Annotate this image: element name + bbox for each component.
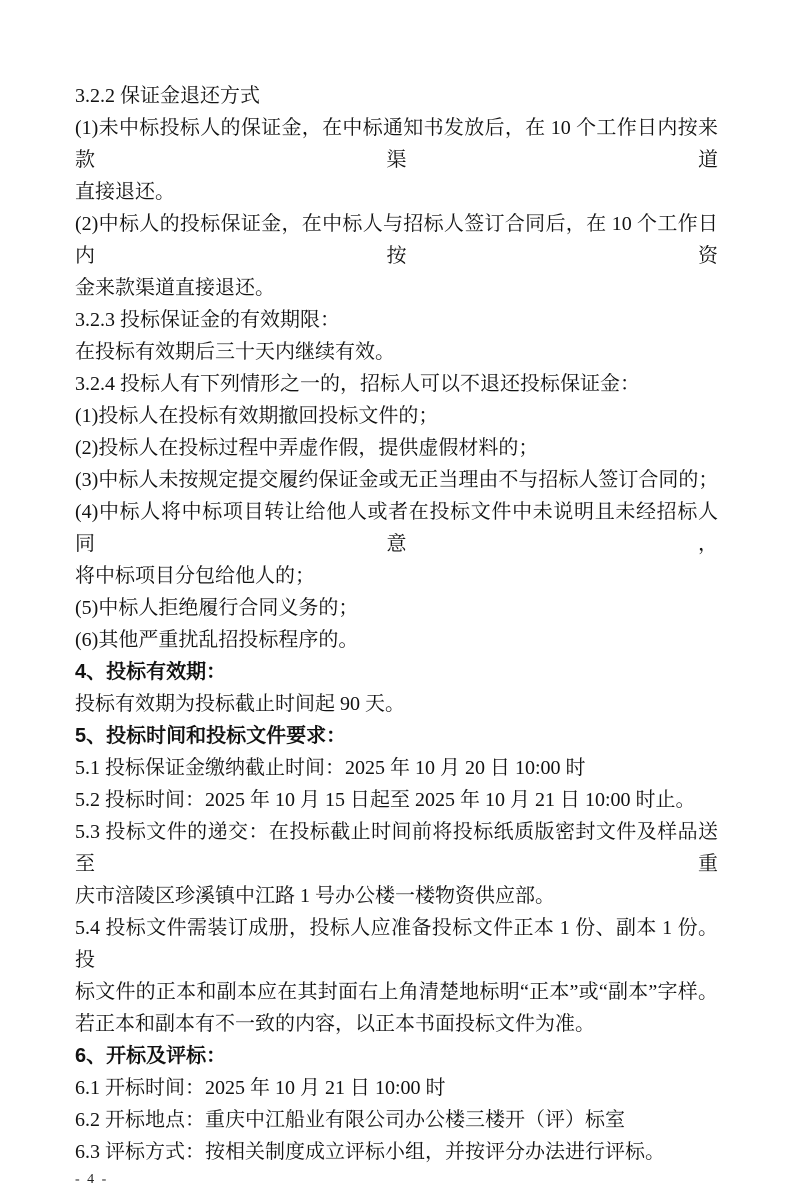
section-4-body: 投标有效期为投标截止时间起 90 天。 xyxy=(75,693,405,715)
clause-3-2-4-item5: (5)中标人拒绝履行合同义务的； xyxy=(75,597,359,619)
clause-3-2-4-item3: (3)中标人未按规定提交履约保证金或无正当理由不与招标人签订合同的； xyxy=(75,469,719,491)
clause-3-2-4-item1: (1)投标人在投标有效期撤回投标文件的； xyxy=(75,405,439,427)
section-4-heading: 4、投标有效期： xyxy=(75,661,227,683)
clause-3-2-4-item4-line1: (4)中标人将中标项目转让给他人或者在投标文件中未说明且未经招标人同意， xyxy=(75,501,718,555)
clause-5-2: 5.2 投标时间：2025 年 10 月 15 日起至 2025 年 10 月 21 日 10:00 时止。 xyxy=(75,789,696,811)
clause-5-4-line1: 5.4 投标文件需装订成册，投标人应准备投标文件正本 1 份、副本 1 份。投 xyxy=(75,917,718,971)
clause-5-4-line3: 若正本和副本有不一致的内容，以正本书面投标文件为准。 xyxy=(75,1013,595,1035)
page-number: - 4 - xyxy=(75,1172,109,1187)
clause-5-3-line2: 庆市涪陵区珍溪镇中江路 1 号办公楼一楼物资供应部。 xyxy=(75,885,555,907)
clause-3-2-3-title: 3.2.3 投标保证金的有效期限： xyxy=(75,309,340,331)
clause-3-2-2-item2-line2: 金来款渠道直接退还。 xyxy=(75,277,275,299)
clause-3-2-2-item2-line1: (2)中标人的投标保证金，在中标人与招标人签订合同后，在 10 个工作日内按资 xyxy=(75,213,718,267)
clause-3-2-2-item1-line1: (1)未中标投标人的保证金，在中标通知书发放后，在 10 个工作日内按来款渠道 xyxy=(75,117,718,171)
clause-3-2-4-title: 3.2.4 投标人有下列情形之一的，招标人可以不退还投标保证金： xyxy=(75,373,640,395)
clause-5-3-line1: 5.3 投标文件的递交：在投标截止时间前将投标纸质版密封文件及样品送至重 xyxy=(75,821,718,875)
clause-6-2: 6.2 开标地点：重庆中江船业有限公司办公楼三楼开（评）标室 xyxy=(75,1109,625,1131)
clause-3-2-4-item4-line2: 将中标项目分包给他人的； xyxy=(75,565,315,587)
section-5-heading: 5、投标时间和投标文件要求： xyxy=(75,725,347,747)
clause-3-2-3-body: 在投标有效期后三十天内继续有效。 xyxy=(75,341,395,363)
clause-3-2-2-title: 3.2.2 保证金退还方式 xyxy=(75,85,260,107)
clause-6-1: 6.1 开标时间：2025 年 10 月 21 日 10:00 时 xyxy=(75,1077,446,1099)
clause-6-3: 6.3 评标方式：按相关制度成立评标小组，并按评分办法进行评标。 xyxy=(75,1141,665,1163)
clause-3-2-4-item2: (2)投标人在投标过程中弄虚作假，提供虚假材料的； xyxy=(75,437,539,459)
clause-5-4-line2: 标文件的正本和副本应在其封面右上角清楚地标明“正本”或“副本”字样。 xyxy=(75,981,718,1003)
section-6-heading: 6、开标及评标： xyxy=(75,1045,227,1067)
clause-3-2-2-item1-line2: 直接退还。 xyxy=(75,181,175,203)
clause-5-1: 5.1 投标保证金缴纳截止时间：2025 年 10 月 20 日 10:00 时 xyxy=(75,757,586,779)
clause-3-2-4-item6: (6)其他严重扰乱招投标程序的。 xyxy=(75,629,359,651)
document-body xyxy=(75,80,718,1190)
